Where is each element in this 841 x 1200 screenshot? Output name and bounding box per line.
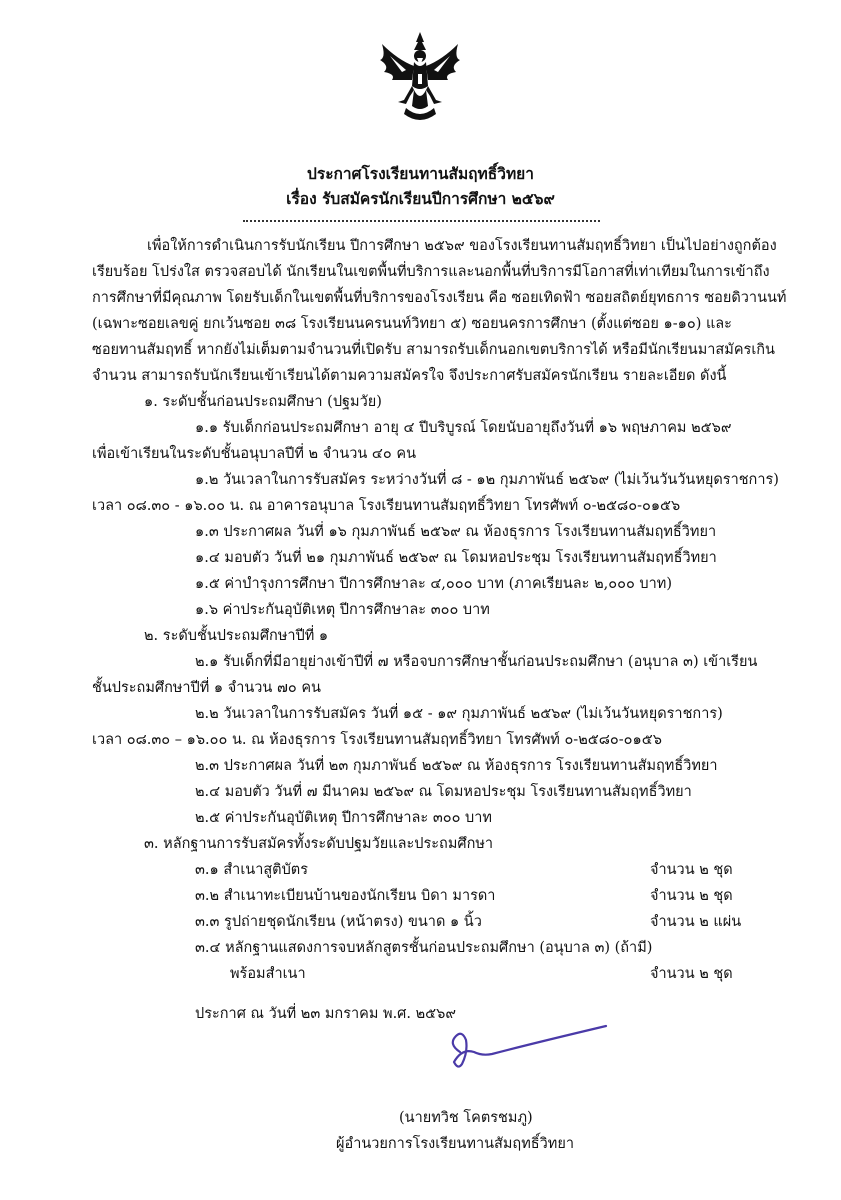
document-item-3-4-line-2: พร้อมสำเนา	[230, 966, 306, 982]
item-2-1-line-2: ชั้นประถมศึกษาปีที่ ๑ จำนวน ๗๐ คน	[92, 680, 321, 696]
garuda-emblem-icon	[376, 30, 464, 126]
item-2-5: ๒.๕ ค่าประกันอุบัติเหตุ ปีการศึกษาละ ๓๐๐ บาท	[195, 810, 492, 826]
item-1-6: ๑.๖ ค่าประกันอุบัติเหตุ ปีการศึกษาละ ๓๐๐ บาท	[195, 602, 490, 618]
signer-title: ผู้อำนวยการโรงเรียนทานสัมฤทธิ์วิทยา	[336, 1136, 574, 1152]
intro-line-4: (เฉพาะซอยเลขคู่ ยกเว้นซอย ๓๘ โรงเรียนนครนนท์วิทยา ๕) ซอยนครการศึกษา (ตั้งแต่ซอย ๑-๑๐) และ	[92, 316, 732, 332]
quantity-3-2: จำนวน ๒ ชุด	[650, 888, 733, 904]
document-item-3-1: ๓.๑ สำเนาสูติบัตร	[195, 862, 309, 878]
item-1-1-line-2: เพื่อเข้าเรียนในระดับชั้นอนุบาลปีที่ ๒ จำนวน ๔๐ คน	[92, 446, 416, 462]
item-2-4: ๒.๔ มอบตัว วันที่ ๗ มีนาคม ๒๕๖๙ ณ โดมหอประชุม โรงเรียนทานสัมฤทธิ์วิทยา	[195, 784, 692, 800]
intro-line-2: เรียบร้อย โปร่งใส ตรวจสอบได้ นักเรียนในเขตพื้นที่บริการและนอกพื้นที่บริการมีโอกาสที่เท่าเทียมในการเข้าถึง	[92, 264, 770, 280]
item-2-3: ๒.๓ ประกาศผล วันที่ ๒๓ กุมภาพันธ์ ๒๕๖๙ ณ ห้องธุรการ โรงเรียนทานสัมฤทธิ์วิทยา	[195, 758, 718, 774]
document-item-3-2: ๓.๒ สำเนาทะเบียนบ้านของนักเรียน บิดา มารดา	[195, 888, 496, 904]
item-1-1-line-1: ๑.๑ รับเด็กก่อนประถมศึกษา อายุ ๔ ปีบริบูรณ์ โดยนับอายุถึงวันที่ ๑๖ พฤษภาคม ๒๕๖๙	[195, 420, 732, 436]
intro-line-5: ซอยทานสัมฤทธิ์ หากยังไม่เต็มตามจำนวนที่เปิดรับ สามารถรับเด็กนอกเขตบริการได้ หรือมีนักเรียนมาสมัครเกิน	[92, 342, 775, 358]
quantity-3-4: จำนวน ๒ ชุด	[650, 966, 733, 982]
item-2-2-line-1: ๒.๒ วันเวลาในการรับสมัคร วันที่ ๑๕ - ๑๙ กุมภาพันธ์ ๒๕๖๙ (ไม่เว้นวันหยุดราชการ)	[195, 706, 723, 722]
document-item-3-3: ๓.๓ รูปถ่ายชุดนักเรียน (หน้าตรง) ขนาด ๑ นิ้ว	[195, 914, 482, 930]
document-item-3-4-line-1: ๓.๔ หลักฐานแสดงการจบหลักสูตรชั้นก่อนประถมศึกษา (อนุบาล ๓) (ถ้ามี)	[195, 940, 653, 956]
section-2-heading: ๒. ระดับชั้นประถมศึกษาปีที่ ๑	[144, 628, 329, 644]
item-1-2-line-2: เวลา ๐๘.๓๐ - ๑๖.๐๐ น. ณ อาคารอนุบาล โรงเรียนทานสัมฤทธิ์วิทยา โทรศัพท์ ๐-๒๕๘๐-๐๑๕๖	[92, 498, 681, 514]
section-3-heading: ๓. หลักฐานการรับสมัครทั้งระดับปฐมวัยและประถมศึกษา	[144, 836, 494, 852]
item-1-4: ๑.๔ มอบตัว วันที่ ๒๑ กุมภาพันธ์ ๒๕๖๙ ณ โดมหอประชุม โรงเรียนทานสัมฤทธิ์วิทยา	[195, 550, 717, 566]
intro-line-6: จำนวน สามารถรับนักเรียนเข้าเรียนได้ตามความสมัครใจ จึงประกาศรับสมัครนักเรียน รายละเอียด ดังนี้	[92, 368, 727, 384]
document-title: ประกาศโรงเรียนทานสัมฤทธิ์วิทยา	[307, 164, 534, 183]
item-1-2-line-1: ๑.๒ วันเวลาในการรับสมัคร ระหว่างวันที่ ๘ - ๑๒ กุมภาพันธ์ ๒๕๖๙ (ไม่เว้นวันวันหยุดราชการ)	[195, 472, 779, 488]
document-subject: เรื่อง รับสมัครนักเรียนปีการศึกษา ๒๕๖๙	[286, 189, 555, 208]
announcement-date: ประกาศ ณ วันที่ ๒๓ มกราคม พ.ศ. ๒๕๖๙	[195, 1006, 456, 1022]
item-2-2-line-2: เวลา ๐๘.๓๐ – ๑๖.๐๐ น. ณ ห้องธุรการ โรงเรียนทานสัมฤทธิ์วิทยา โทรศัพท์ ๐-๒๕๘๐-๐๑๕๖	[92, 732, 662, 748]
quantity-3-1: จำนวน ๒ ชุด	[650, 862, 733, 878]
item-2-1-line-1: ๒.๑ รับเด็กที่มีอายุย่างเข้าปีที่ ๗ หรือจบการศึกษาชั้นก่อนประถมศึกษา (อนุบาล ๓) เข้าเรียน	[195, 654, 758, 670]
dotted-divider	[243, 214, 600, 222]
intro-line-1: เพื่อให้การดำเนินการรับนักเรียน ปีการศึกษา ๒๕๖๙ ของโรงเรียนทานสัมฤทธิ์วิทยา เป็นไปอย่างถูกต้อง	[147, 238, 777, 254]
signer-name: (นายทวิช โคตรชมภู)	[399, 1110, 533, 1126]
intro-line-3: การศึกษาที่มีคุณภาพ โดยรับเด็กในเขตพื้นที่บริการของโรงเรียน คือ ซอยเทิดฟ้า ซอยสถิตย์ยุทธการ ซอยดิวานนท์	[92, 290, 787, 306]
quantity-3-3: จำนวน ๒ แผ่น	[650, 914, 742, 930]
signature-icon	[440, 1022, 610, 1072]
item-1-3: ๑.๓ ประกาศผล วันที่ ๑๖ กุมภาพันธ์ ๒๕๖๙ ณ ห้องธุรการ โรงเรียนทานสัมฤทธิ์วิทยา	[195, 524, 717, 540]
section-1-heading: ๑. ระดับชั้นก่อนประถมศึกษา (ปฐมวัย)	[144, 394, 382, 410]
item-1-5: ๑.๕ ค่าบำรุงการศึกษา ปีการศึกษาละ ๔,๐๐๐ บาท (ภาคเรียนละ ๒,๐๐๐ บาท)	[195, 576, 672, 592]
